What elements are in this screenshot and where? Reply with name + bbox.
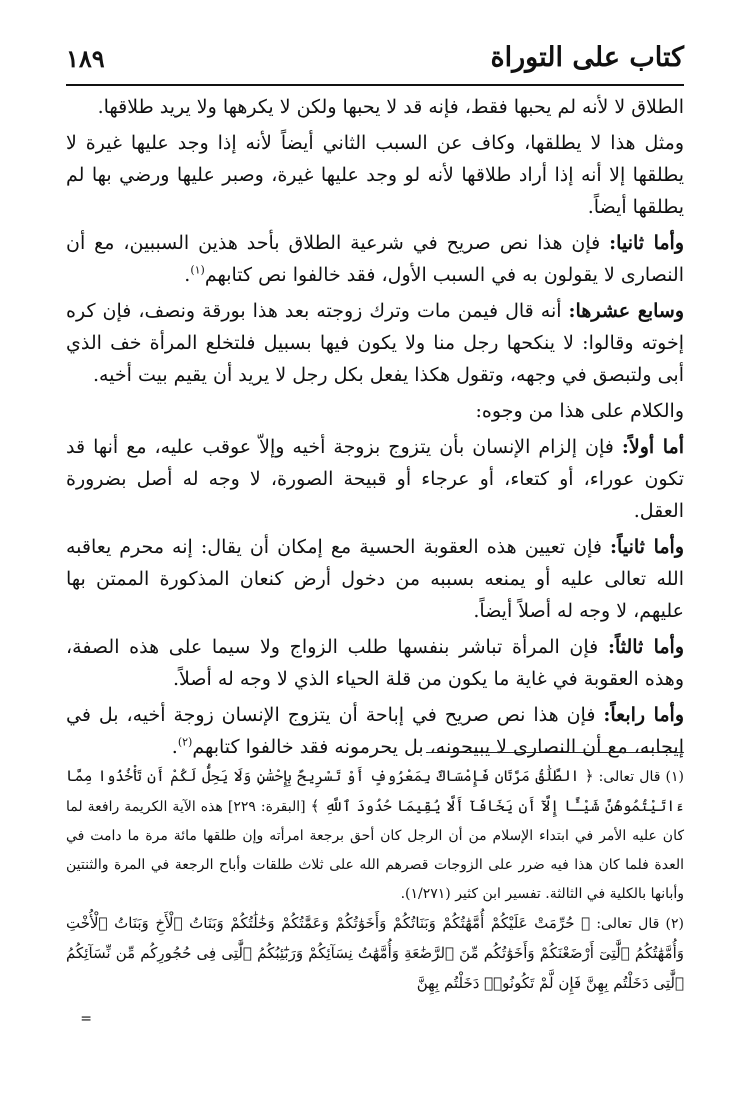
- footnote-separator: [426, 752, 684, 753]
- paragraph-lead: وأما رابعاً:: [603, 704, 684, 726]
- quran-verse: ﴿ حُرِّمَتْ عَلَيْكُمْ أُمَّهَٰتُكُمْ وَبَنَاتُكُمْ وَأَخَوَٰتُكُمْ وَعَمَّٰتُكُمْ وَخَٰلَٰتُكُمْ وَبَنَاتُ ٱلْأَخِ وَبَنَاتُ ٱلْأُخْتِ وَأُمَّهَٰتُكُمُ ٱلَّٰتِىٓ أَرْضَعْنَكُمْ وَأَخَوَٰتُكُم مِّنَ ٱلرَّضَٰعَةِ وَأُمَّهَٰتُ نِسَآئِكُمْ وَرَبَٰٓئِبُكُمُ ٱلَّٰتِى فِى حُجُورِكُم مِّن نِّسَآئِكُمُ ٱلَّٰتِى دَخَلْتُم بِهِنَّ فَإِن لَّمْ تَكُونُوا۟ دَخَلْتُم بِهِنَّ: [66, 914, 684, 992]
- paragraph-lead: أما أولاً:: [621, 436, 684, 458]
- header-rule: [66, 84, 684, 86]
- paragraph: وأما ثانياً: فإن تعيين هذه العقوبة الحسية مع إمكان أن يقال: إنه محرم يعاقبه الله تعالى عليه أو يمنعه بسببه من دخول أرض كنعان المذكورة الممتن بها عليهم، لا وجه له أصلاً أيضاً.: [66, 536, 685, 622]
- page-number: ١٨٩: [66, 44, 105, 73]
- continuation-mark: =: [80, 1011, 92, 1027]
- footnote-1: (١) قال تعالى: ﴿ الطَّلَٰقُ مَرَّتَانِ فَإِمْسَاكٌ بِمَعْرُوفٍ أَوْ تَسْرِيحٌ بِإِحْسَٰنٍ وَلَا يَحِلُّ لَكُمْ أَن تَأْخُذُوا مِمَّا ءَاتَيْتُمُوهُنَّ شَيْـًٔا إِلَّآ أَن يَخَافَآ أَلَّا يُقِيمَا حُدُودَ ٱللَّهِ ﴾ [البقرة: ٢٢٩] هذه الآية الكريمة رافعة لما كان عليه الأمر في ابتداء الإسلام من أن الرجل كان أحق برجعة امرأته وإن طلقها مائة مرة ما دامت في العدة فلما كان هذا فيه ضرر على الزوجات قصرهم الله على ثلاث طلقات وأباح الرجعة في المرة والثنتين وأبانها بالكلية في الثالثة. تفسير ابن كثير (١/٢٧١).: [66, 767, 685, 902]
- paragraph-lead: وأما ثانيا:: [609, 232, 684, 254]
- paragraph: الطلاق لا لأنه لم يحبها فقط، فإنه قد لا يحبها ولكن لا يكرهها ولا يريد طلاقها.: [97, 96, 684, 118]
- paragraph-lead: وسابع عشرها:: [568, 300, 684, 322]
- page-header: [66, 42, 684, 82]
- running-title: كتاب على التوراة: [490, 42, 684, 73]
- footnotes: [66, 762, 684, 999]
- main-text: [66, 91, 684, 767]
- paragraph: أما أولاً: فإن إلزام الإنسان بأن يتزوج بزوجة أخيه وإلاّ عوقب عليه، مع أنها قد تكون عوراء، أو كتعاء، أو عرجاء أو قبيحة الصورة، لا وجه له أصل بضرورة العقل.: [66, 436, 684, 522]
- paragraph: وسابع عشرها: أنه قال فيمن مات وترك زوجته بعد هذا بورقة ونصف، فإن كره إخوته وقالوا: لا ينكحها رجل منا ولا يكون فيها بسبيل فلتخلع المرأة خف الذي أبى ولتبصق في وجهه، وتقول هكذا يفعل بكل رجل لا يريد أن يقيم بيت أخيه.: [66, 300, 684, 386]
- paragraph-lead: وأما ثالثاً:: [607, 636, 685, 658]
- footnote-ref: (٢): [177, 735, 193, 749]
- quran-verse: ﴿ الطَّلَٰقُ مَرَّتَانِ فَإِمْسَاكٌ بِمَعْرُوفٍ أَوْ تَسْرِيحٌ بِإِحْسَٰنٍ وَلَا يَحِلُّ لَكُمْ أَن تَأْخُذُوا مِمَّا ءَاتَيْتُمُوهُنَّ شَيْـًٔا إِلَّآ أَن يَخَافَآ أَلَّا يُقِيمَا حُدُودَ ٱللَّهِ ﴾: [66, 767, 685, 815]
- paragraph: وأما ثالثاً: فإن المرأة تباشر بنفسها طلب الزواج ولا سيما على هذه الصفة، وهذه العقوبة في غاية ما يكون من قلة الحياء الذي لا وجه له أصلاً.: [66, 636, 685, 690]
- paragraph: وأما ثانيا: فإن هذا نص صريح في شرعية الطلاق بأحد هذين السببين، مع أن النصارى لا يقولون به في السبب الأول، فقد خالفوا نص كتابهم$^{(١)}$.: [66, 232, 684, 286]
- footnote-2: (٢) قال تعالى: ﴿ حُرِّمَتْ عَلَيْكُمْ أُمَّهَٰتُكُمْ وَبَنَاتُكُمْ وَأَخَوَٰتُكُمْ وَعَمَّٰتُكُمْ وَخَٰلَٰتُكُمْ وَبَنَاتُ ٱلْأَخِ وَبَنَاتُ ٱلْأُخْتِ وَأُمَّهَٰتُكُمُ ٱلَّٰتِىٓ أَرْضَعْنَكُمْ وَأَخَوَٰتُكُم مِّنَ ٱلرَّضَٰعَةِ وَأُمَّهَٰتُ نِسَآئِكُمْ وَرَبَٰٓئِبُكُمُ ٱلَّٰتِى فِى حُجُورِكُم مِّن نِّسَآئِكُمُ ٱلَّٰتِى دَخَلْتُم بِهِنَّ فَإِن لَّمْ تَكُونُوا۟ دَخَلْتُم بِهِنَّ: [66, 914, 685, 992]
- paragraph: وأما رابعاً: فإن هذا نص صريح في إباحة أن يتزوج الإنسان زوجة أخيه، بل في إيجابه، مع أن النصارى لا يبيحونه، بل يحرمونه فقد خالفوا كتابهم$^{(٢)}$.: [66, 704, 684, 758]
- paragraph: والكلام على هذا من وجوه:: [475, 400, 684, 422]
- paragraph: ومثل هذا لا يطلقها، وكاف عن السبب الثاني أيضاً لأنه إذا وجد عليها غيرة لا يطلقها إلا أنه إذا أراد طلاقها لأنه لو وجد عليها غيرة، وصبر عليها ورضي بها لم يطلقها أيضاً.: [66, 132, 684, 218]
- footnote-ref: (١): [190, 263, 205, 277]
- paragraph-lead: وأما ثانياً:: [610, 536, 685, 558]
